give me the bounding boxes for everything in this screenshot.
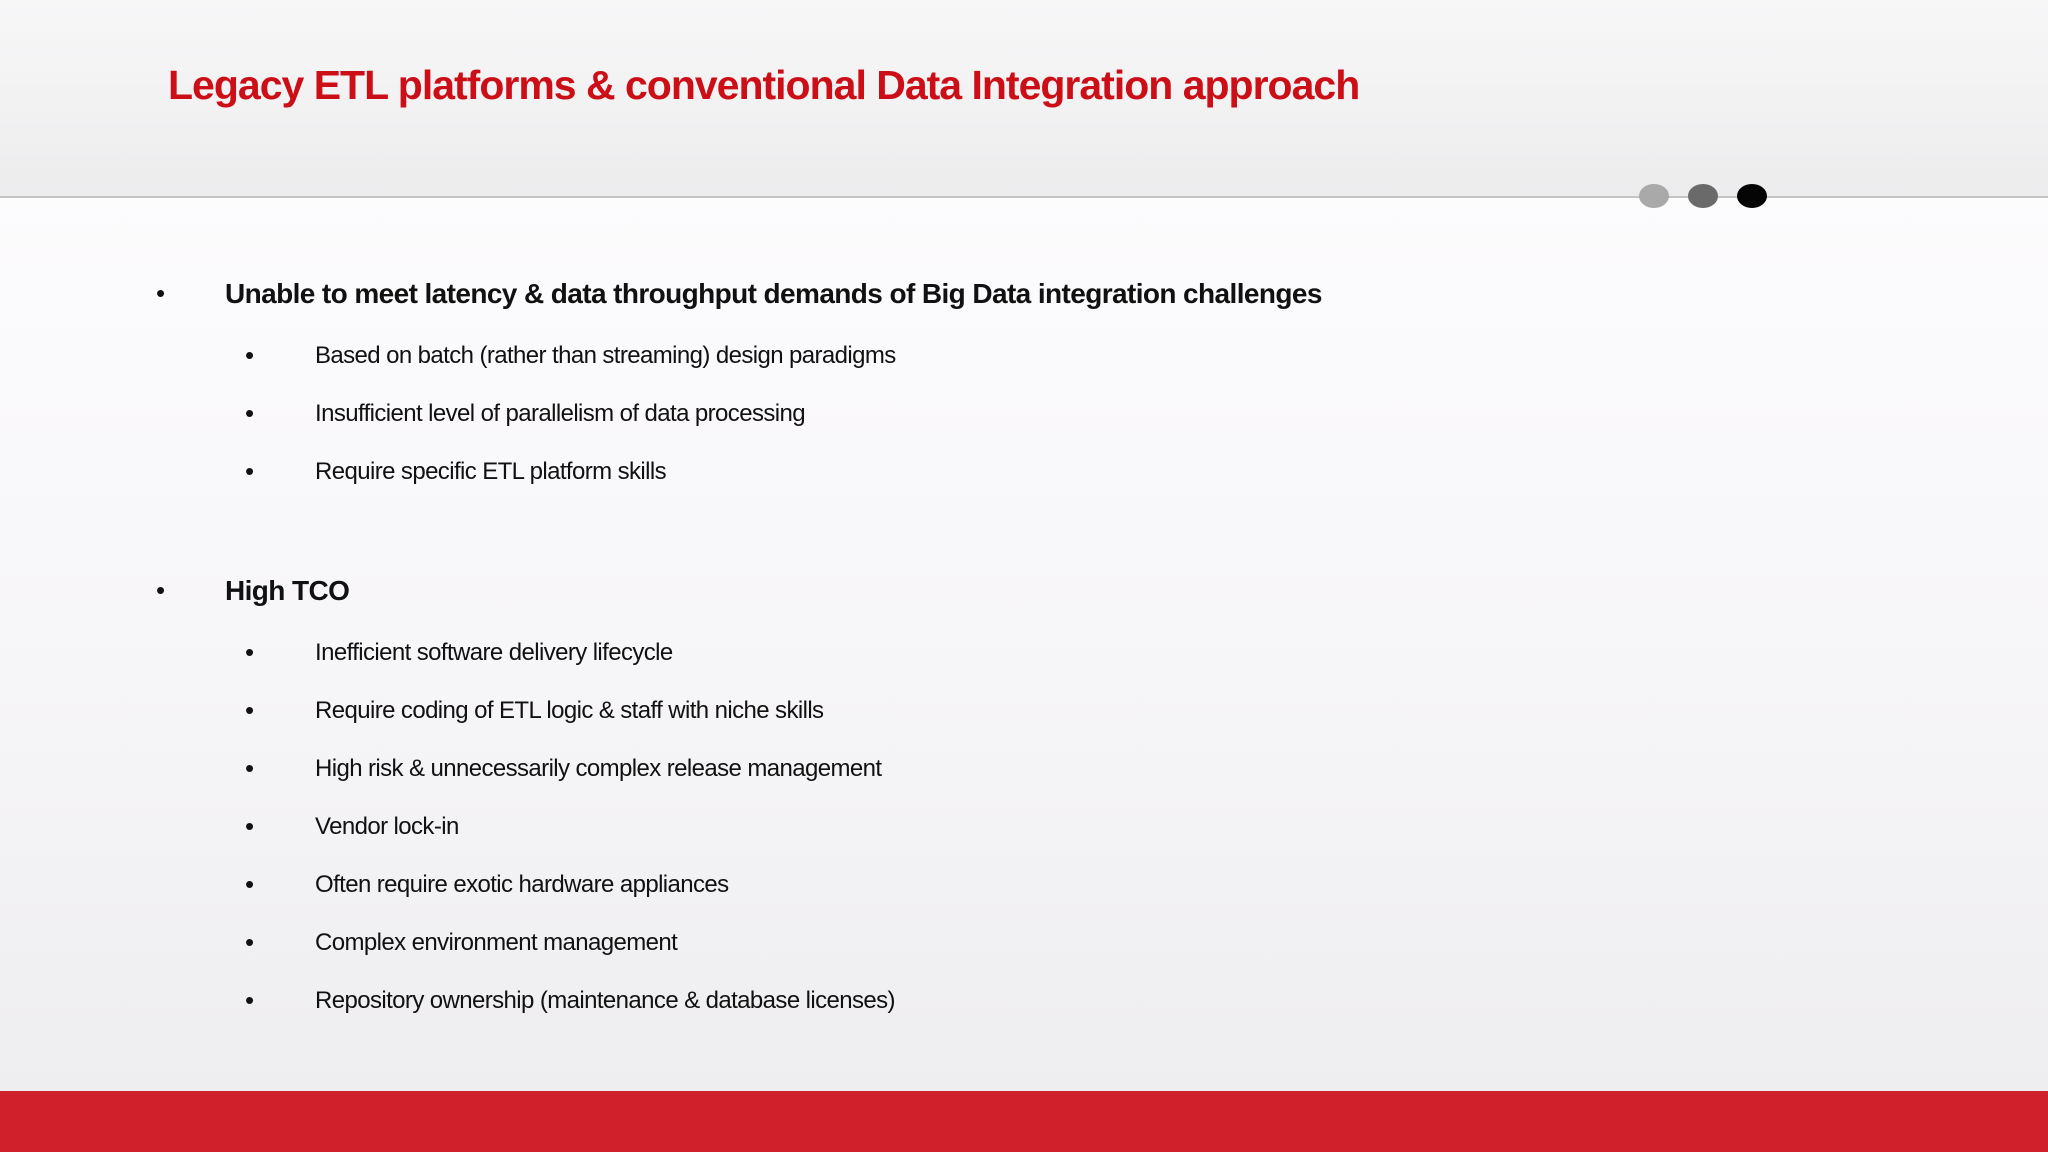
list-item-text: Require coding of ETL logic & staff with niche skills: [315, 697, 824, 724]
list-item-text: Repository ownership (maintenance & database licenses): [315, 987, 895, 1014]
bullet-icon: •: [245, 398, 255, 428]
bullet-icon: •: [245, 927, 255, 957]
bullet-icon: •: [245, 456, 255, 486]
list-item-text: Insufficient level of parallelism of data processing: [315, 400, 805, 427]
footer-bar: [0, 1091, 2048, 1152]
bullet-icon: •: [245, 637, 255, 667]
bullet-icon: •: [245, 753, 255, 783]
progress-dot-1: [1639, 184, 1669, 208]
progress-dots: [1639, 184, 1767, 208]
bullet-icon: •: [245, 340, 255, 370]
bullet-icon: •: [156, 575, 166, 605]
section-heading-text: High TCO: [225, 575, 350, 606]
list-item-text: Vendor lock-in: [315, 813, 459, 840]
progress-dot-3: [1737, 184, 1767, 208]
bullet-icon: •: [245, 811, 255, 841]
section-heading-text: Unable to meet latency & data throughput demands of Big Data integration challenges: [225, 278, 1322, 309]
progress-dot-2: [1688, 184, 1718, 208]
list-item-text: Complex environment management: [315, 929, 678, 956]
bullet-icon: •: [156, 278, 166, 308]
bullet-icon: •: [245, 869, 255, 899]
list-item-text: Based on batch (rather than streaming) design paradigms: [315, 342, 896, 369]
list-item-text: Inefficient software delivery lifecycle: [315, 639, 673, 666]
list-item-text: Often require exotic hardware appliances: [315, 871, 729, 898]
slide-title: Legacy ETL platforms & conventional Data Integration approach: [168, 62, 1360, 108]
list-item-text: High risk & unnecessarily complex release management: [315, 755, 882, 782]
bullet-icon: •: [245, 985, 255, 1015]
list-item-text: Require specific ETL platform skills: [315, 458, 666, 485]
bullet-icon: •: [245, 695, 255, 725]
